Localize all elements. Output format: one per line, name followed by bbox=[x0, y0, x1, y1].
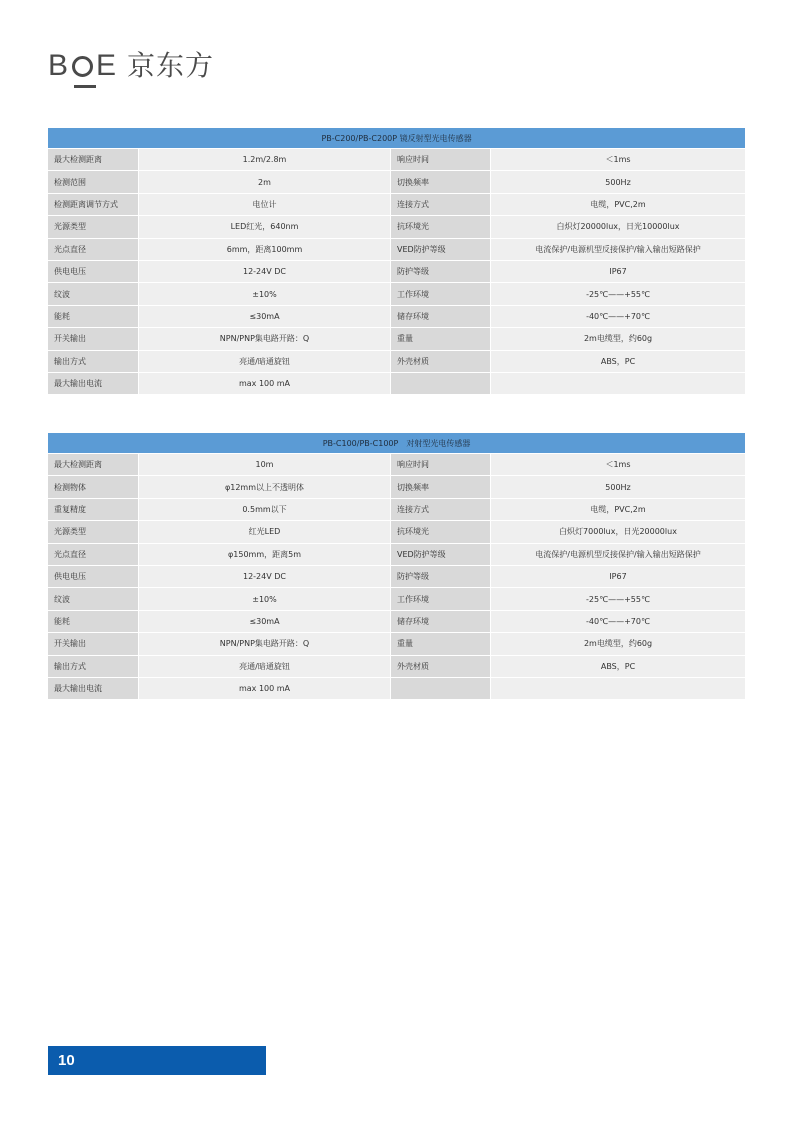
table-title: PB-C100/PB-C100P 对射型光电传感器 bbox=[48, 433, 745, 454]
table-row bbox=[48, 476, 745, 498]
spec-label: 检测范围 bbox=[48, 171, 138, 193]
spec-label: 抗环境光 bbox=[390, 216, 490, 238]
table-row bbox=[48, 611, 745, 633]
spec-value: 白炽灯7000lux，日光20000lux bbox=[490, 521, 745, 543]
spec-value: ABS，PC bbox=[490, 351, 745, 373]
spec-label: 最大检测距离 bbox=[48, 149, 138, 171]
spec-label: 供电电压 bbox=[48, 261, 138, 283]
spec-label bbox=[390, 678, 490, 700]
table-title: PB-C200/PB-C200P 镜反射型光电传感器 bbox=[48, 128, 745, 149]
spec-value: NPN/PNP集电路开路：Q bbox=[138, 633, 390, 655]
spec-value: 500Hz bbox=[490, 476, 745, 498]
boe-wordmark bbox=[48, 51, 117, 81]
spec-value: NPN/PNP集电路开路：Q bbox=[138, 328, 390, 350]
spec-value: ABS，PC bbox=[490, 656, 745, 678]
spec-label: 最大输出电流 bbox=[48, 678, 138, 700]
spec-value: 1.2m/2.8m bbox=[138, 149, 390, 171]
table-row bbox=[48, 171, 745, 193]
logo-letter-b: B bbox=[48, 49, 70, 82]
spec-label: 输出方式 bbox=[48, 351, 138, 373]
spec-label: 能耗 bbox=[48, 611, 138, 633]
logo-chinese-name: 京东方 bbox=[127, 49, 215, 82]
table-row bbox=[48, 588, 745, 610]
spec-label: 外壳材质 bbox=[390, 351, 490, 373]
spec-value: 亮通/暗通旋钮 bbox=[138, 351, 390, 373]
spec-label: 响应时间 bbox=[390, 454, 490, 476]
spec-value: φ12mm以上不透明体 bbox=[138, 476, 390, 498]
spec-value: IP67 bbox=[490, 261, 745, 283]
spec-value: 电缆，PVC,2m bbox=[490, 499, 745, 521]
spec-value: ≤30mA bbox=[138, 611, 390, 633]
spec-value: 2m bbox=[138, 171, 390, 193]
table-row bbox=[48, 656, 745, 678]
spec-value: ±10% bbox=[138, 283, 390, 305]
spec-label: VED防护等级 bbox=[390, 544, 490, 566]
spec-label bbox=[390, 373, 490, 395]
table-row bbox=[48, 328, 745, 350]
table-row bbox=[48, 283, 745, 305]
spec-value: 白炽灯20000lux，日光10000lux bbox=[490, 216, 745, 238]
spec-label: 纹波 bbox=[48, 283, 138, 305]
spec-value: -40℃——+70℃ bbox=[490, 611, 745, 633]
spec-value: 电位计 bbox=[138, 194, 390, 216]
table-row bbox=[48, 521, 745, 543]
spec-value: 10m bbox=[138, 454, 390, 476]
spec-label: 检测距离调节方式 bbox=[48, 194, 138, 216]
spec-label: 切换频率 bbox=[390, 476, 490, 498]
spec-value: -40℃——+70℃ bbox=[490, 306, 745, 328]
spec-label: 检测物体 bbox=[48, 476, 138, 498]
spec-value: 电流保护/电源机型反接保护/输入输出短路保护 bbox=[490, 544, 745, 566]
table-row bbox=[48, 216, 745, 238]
spec-label: 开关输出 bbox=[48, 328, 138, 350]
spec-label: 连接方式 bbox=[390, 194, 490, 216]
page-number: 10 bbox=[58, 1052, 75, 1069]
spec-table-through-beam bbox=[48, 433, 745, 700]
spec-label: 防护等级 bbox=[390, 566, 490, 588]
spec-label: 光源类型 bbox=[48, 521, 138, 543]
spec-value: max 100 mA bbox=[138, 678, 390, 700]
spec-label: 供电电压 bbox=[48, 566, 138, 588]
spec-value: IP67 bbox=[490, 566, 745, 588]
spec-value: 12-24V DC bbox=[138, 261, 390, 283]
spec-value: 6mm，距离100mm bbox=[138, 239, 390, 261]
table-row bbox=[48, 306, 745, 328]
table-row bbox=[48, 373, 745, 395]
spec-label: 工作环境 bbox=[390, 588, 490, 610]
logo-letter-e: E bbox=[96, 49, 118, 82]
spec-value: 2m电缆型，约60g bbox=[490, 328, 745, 350]
spec-value: -25℃——+55℃ bbox=[490, 588, 745, 610]
spec-value bbox=[490, 678, 745, 700]
spec-label: 切换频率 bbox=[390, 171, 490, 193]
spec-value: 电流保护/电源机型反接保护/输入输出短路保护 bbox=[490, 239, 745, 261]
spec-value: 2m电缆型，约60g bbox=[490, 633, 745, 655]
spec-label: 纹波 bbox=[48, 588, 138, 610]
spec-value: ±10% bbox=[138, 588, 390, 610]
table-row bbox=[48, 239, 745, 261]
table-row bbox=[48, 454, 745, 476]
logo-underline bbox=[74, 85, 96, 88]
spec-label: 抗环境光 bbox=[390, 521, 490, 543]
spec-label: 外壳材质 bbox=[390, 656, 490, 678]
spec-label: 光点直径 bbox=[48, 239, 138, 261]
spec-value: 12-24V DC bbox=[138, 566, 390, 588]
spec-value: -25℃——+55℃ bbox=[490, 283, 745, 305]
spec-label: 工作环境 bbox=[390, 283, 490, 305]
spec-label: 重复精度 bbox=[48, 499, 138, 521]
spec-table-reflective bbox=[48, 128, 745, 395]
spec-label: 输出方式 bbox=[48, 656, 138, 678]
spec-label: 重量 bbox=[390, 328, 490, 350]
spec-value: 电缆，PVC,2m bbox=[490, 194, 745, 216]
spec-value: max 100 mA bbox=[138, 373, 390, 395]
spec-label: 开关输出 bbox=[48, 633, 138, 655]
table-row bbox=[48, 194, 745, 216]
table-row bbox=[48, 149, 745, 171]
table-body bbox=[48, 149, 745, 395]
spec-label: 响应时间 bbox=[390, 149, 490, 171]
spec-label: 连接方式 bbox=[390, 499, 490, 521]
spec-label: 储存环境 bbox=[390, 611, 490, 633]
spec-label: 最大输出电流 bbox=[48, 373, 138, 395]
table-body bbox=[48, 454, 745, 700]
table-row bbox=[48, 678, 745, 700]
spec-value: φ150mm，距离5m bbox=[138, 544, 390, 566]
spec-value: ≤30mA bbox=[138, 306, 390, 328]
table-row bbox=[48, 261, 745, 283]
spec-value: ＜1ms bbox=[490, 149, 745, 171]
spec-label: 防护等级 bbox=[390, 261, 490, 283]
table-row bbox=[48, 499, 745, 521]
table-row bbox=[48, 566, 745, 588]
table-row bbox=[48, 633, 745, 655]
spec-label: 能耗 bbox=[48, 306, 138, 328]
table-row bbox=[48, 351, 745, 373]
logo-circle-icon bbox=[72, 56, 93, 77]
spec-value: LED红光，640nm bbox=[138, 216, 390, 238]
spec-value: 亮通/暗通旋钮 bbox=[138, 656, 390, 678]
spec-value: 500Hz bbox=[490, 171, 745, 193]
spec-value: ＜1ms bbox=[490, 454, 745, 476]
spec-value: 红光LED bbox=[138, 521, 390, 543]
page-number-bar bbox=[48, 1046, 266, 1075]
spec-value: 0.5mm以下 bbox=[138, 499, 390, 521]
spec-value bbox=[490, 373, 745, 395]
spec-label: 最大检测距离 bbox=[48, 454, 138, 476]
spec-label: 光点直径 bbox=[48, 544, 138, 566]
boe-logo bbox=[48, 48, 214, 84]
table-row bbox=[48, 544, 745, 566]
spec-label: 光源类型 bbox=[48, 216, 138, 238]
spec-label: VED防护等级 bbox=[390, 239, 490, 261]
spec-label: 储存环境 bbox=[390, 306, 490, 328]
spec-label: 重量 bbox=[390, 633, 490, 655]
